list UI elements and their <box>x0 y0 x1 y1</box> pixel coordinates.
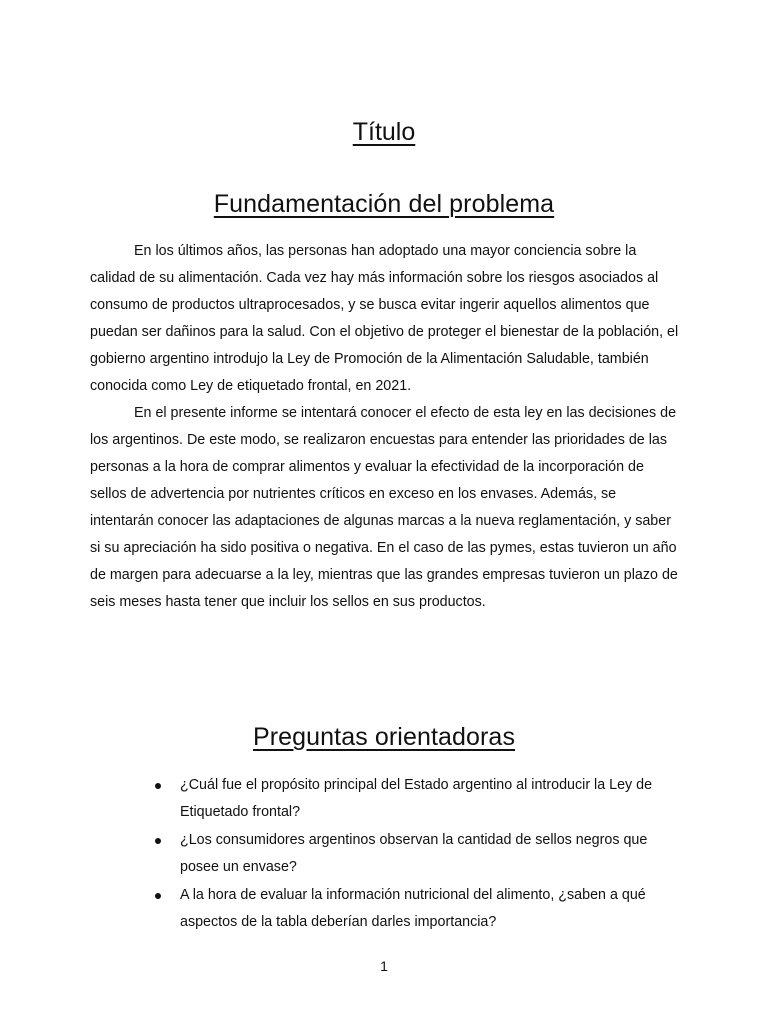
list-item-text: ¿Los consumidores argentinos observan la cantidad de sellos negros que posee un envase? <box>180 832 648 875</box>
list-item <box>180 772 680 826</box>
list-item-text: A la hora de evaluar la información nutricional del alimento, ¿saben a qué aspectos de la tabla deberían darles importancia? <box>180 887 646 930</box>
list-item <box>180 882 680 936</box>
paragraph: En el presente informe se intentará conocer el efecto de esta ley en las decisiones de los argentinos. De este modo, se realizaron encuestas para entender las prioridades de las personas a la hora de comprar alimentos y evaluar la efectividad de la incorporación de sellos de advertencia por nutrientes críticos en exceso en los envases. Además, se intentarán conocer las adaptaciones de algunas marcas a la nueva reglamentación, y saber si su apreciación ha sido positiva o negativa. En el caso de las pymes, estas tuvieron un año de margen para adecuarse a la ley, mientras que las grandes empresas tuvieron un plazo de seis meses hasta tener que incluir los sellos en sus productos. <box>90 405 678 610</box>
page-number: 1 <box>380 958 388 974</box>
section-heading-fundamentacion: Fundamentación del problema <box>213 190 555 218</box>
document-title: Título <box>352 118 416 146</box>
paragraph: En los últimos años, las personas han adoptado una mayor conciencia sobre la calidad de su alimentación. Cada vez hay más información sobre los riesgos asociados al consumo de productos ultraprocesados, y se busca evitar ingerir aquellos alimentos que puedan ser dañinos para la salud. Con el objetivo de proteger el bienestar de la población, el gobierno argentino introdujo la Ley de Promoción de la Alimentación Saludable, también conocida como Ley de etiquetado frontal, en 2021. <box>90 243 679 394</box>
section-body-fundamentacion <box>90 238 682 616</box>
bullet-icon <box>155 838 161 844</box>
bullet-icon <box>155 783 161 789</box>
questions-list <box>180 772 680 937</box>
bullet-icon <box>155 893 161 899</box>
list-item-text: ¿Cuál fue el propósito principal del Estado argentino al introducir la Ley de Etiquetado frontal? <box>180 777 653 820</box>
section-heading-preguntas: Preguntas orientadoras <box>252 723 516 751</box>
list-item <box>180 827 680 881</box>
